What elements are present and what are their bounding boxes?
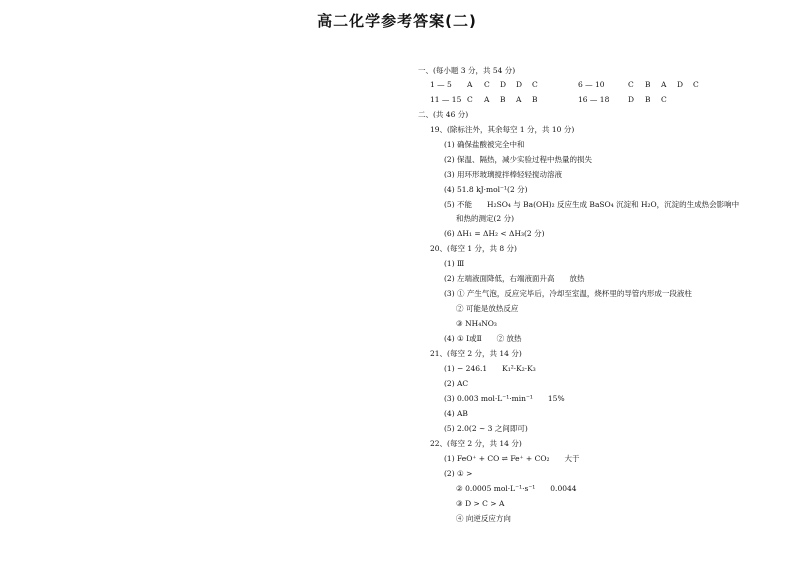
answer-item: D [677,80,684,89]
answer-item: B [645,80,651,89]
q19-answer-4: (4) 51.8 kJ·mol⁻¹(2 分) [444,185,528,194]
q21-answer-3: (3) 0.003 mol·L⁻¹·min⁻¹ 15% [444,394,565,403]
q19-header: 19、(除标注外，其余每空 1 分，共 10 分) [430,125,575,134]
answer-item: D [628,95,635,104]
answer-range: 6 — 10 [578,80,605,89]
answer-item: C [693,80,699,89]
q20-answer-1: (1) Ⅲ [444,259,465,268]
q20-answer-3-3: ③ NH₄NO₃ [456,319,497,328]
section2-header: 二、(共 46 分) [418,110,469,119]
q21-answer-4: (4) AB [444,409,468,418]
q20-answer-4: (4) ① Ⅰ或Ⅱ ② 放热 [444,334,522,343]
q21-answer-2: (2) AC [444,379,469,388]
answer-item: A [467,80,473,89]
q19-answer-5-line2: 和热的测定(2 分) [456,214,515,223]
answer-item: C [661,95,667,104]
q20-header: 20、(每空 1 分，共 8 分) [430,244,517,253]
answer-item: B [645,95,651,104]
answer-item: C [484,80,490,89]
q22-answer-1: (1) FeO⁺ + CO ⇌ Fe⁺ + CO₂ 大于 [444,454,580,463]
answer-item: C [532,80,538,89]
answer-item: B [532,95,538,104]
answer-range: 16 — 18 [578,95,610,104]
answer-item: D [516,80,523,89]
answer-item: C [628,80,634,89]
q19-answer-5-line1: ₂SO₄ 与 Ba(OH)₂ 反应生成 BaSO₄ 沉淀和 H₂O，沉淀的生成热会影响中 [493,200,740,209]
q19-answer-3: (3) 用环形玻璃搅拌棒轻轻搅动溶液 [444,170,563,179]
q19-answer-5 [444,200,739,210]
q21-header: 21、(每空 2 分，共 14 分) [430,349,522,358]
section1-header: 一、(每小题 3 分，共 54 分) [418,66,516,75]
q20-answer-3-1: (3) ① 产生气泡，反应完毕后，冷却至室温，烧杯里的导管内形成一段液柱 [444,289,692,298]
q21-answer-1: (1) − 246.1 K₁²·K₂·K₃ [444,364,536,373]
q20-answer-3-2: ② 可能是放热反应 [456,304,519,313]
q22-answer-2-3: ③ D > C > A [456,499,505,508]
q19-answer-6: (6) ΔH₁ = ΔH₂ < ΔH₃(2 分) [444,229,545,238]
q22-header: 22、(每空 2 分，共 14 分) [430,439,522,448]
answer-item: A [661,80,667,89]
q20-answer-2: (2) 左端液面降低，右端液面升高 放热 [444,274,585,283]
answer-item: C [467,95,473,104]
answer-range: 11 — 15 [430,95,462,104]
q22-answer-2-4: ④ 向逆反应方向 [456,514,511,523]
q19-answer-5-prefix: (5) 不能 H [444,200,494,209]
answer-item: A [516,95,522,104]
q22-answer-2-1: (2) ① > [444,469,473,478]
q19-answer-1: (1) 确保盐酸被完全中和 [444,140,525,149]
q22-answer-2-2: ② 0.0005 mol·L⁻¹·s⁻¹ 0.0044 [456,484,577,493]
answer-item: B [500,95,506,104]
answer-range: 1 — 5 [430,80,452,89]
q21-answer-5: (5) 2.0(2 ~ 3 之间即可) [444,424,528,433]
q19-answer-2: (2) 保温、隔热，减少实验过程中热量的损失 [444,155,593,164]
page-title: 高二化学参考答案(二) [317,12,477,30]
answer-item: D [500,80,507,89]
answer-item: A [484,95,490,104]
